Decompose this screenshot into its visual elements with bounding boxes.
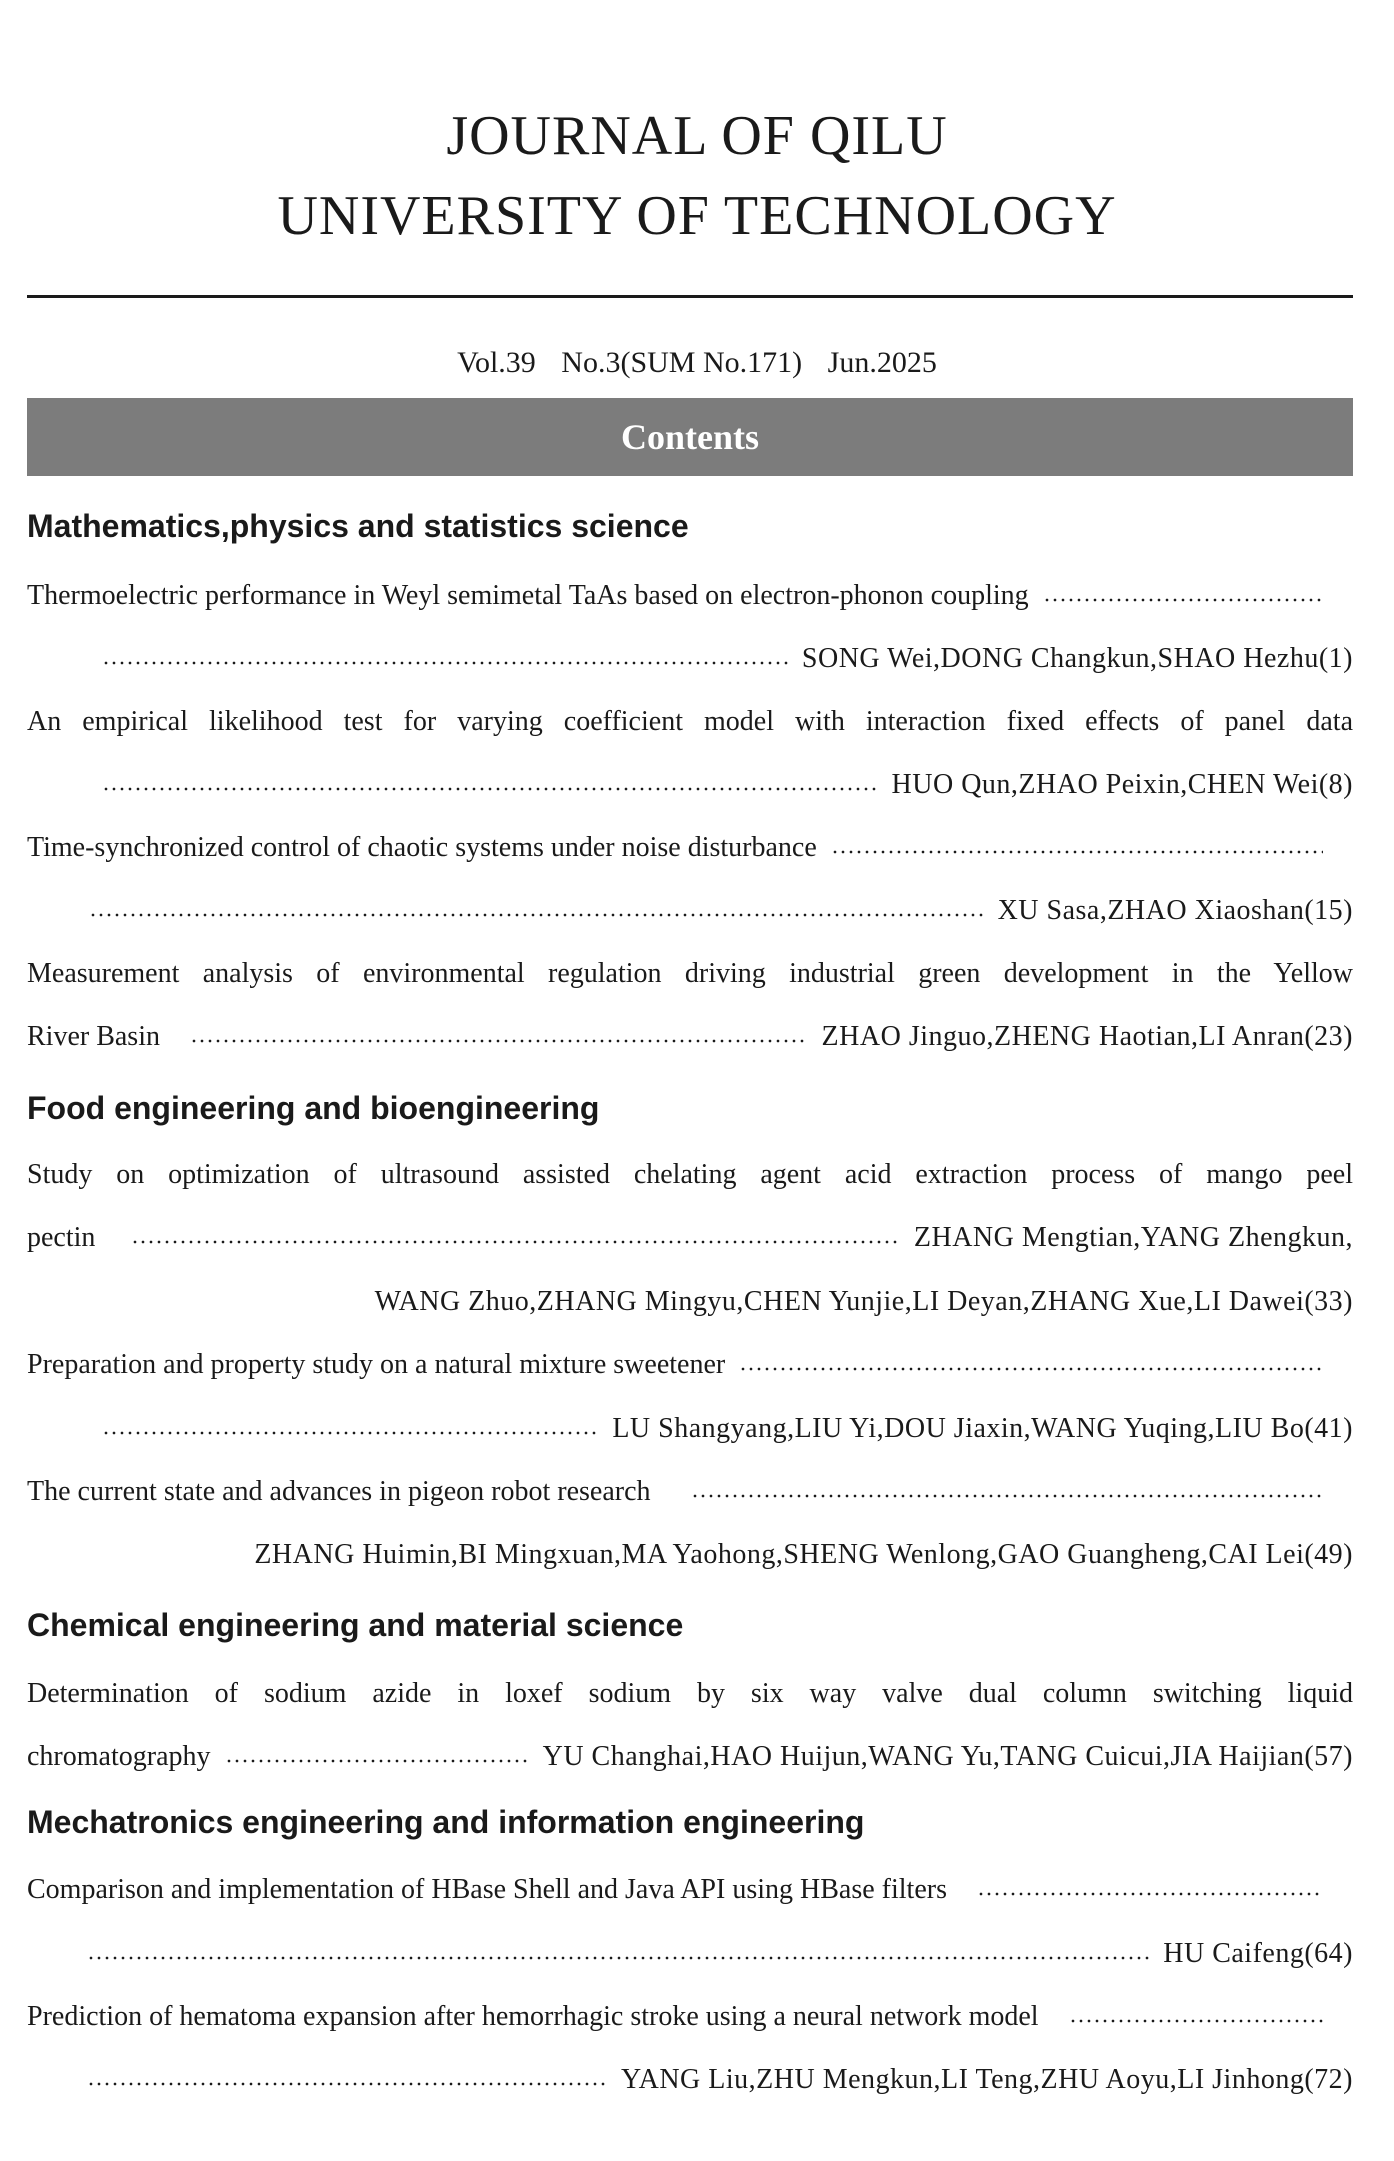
date-label: Jun.2025 [827, 346, 937, 379]
article-title-text: Comparison and implementation of HBase Shell and Java API using HBase filters [27, 1874, 947, 1905]
contents-banner [27, 398, 1353, 476]
section-heading: Mechatronics engineering and information engineering [27, 1804, 865, 1840]
author-list: HU Caifeng(64) [1163, 1938, 1353, 1969]
dot-leader [102, 661, 788, 665]
author-list: ZHANG Huimin,BI Mingxuan,MA Yaohong,SHENG Wenlong,GAO Guangheng,CAI Lei(49) [254, 1539, 1353, 1570]
article-title-text: Preparation and property study on a natural mixture sweetener [27, 1349, 726, 1380]
article-authors [27, 1737, 1353, 1777]
dot-leader [1043, 598, 1323, 602]
issue-info [0, 346, 1394, 380]
article-authors [27, 2060, 1353, 2100]
dot-leader [225, 1759, 529, 1763]
article-title[interactable] [27, 1345, 1353, 1385]
dot-leader [131, 1240, 899, 1244]
article-title-text: The current state and advances in pigeon robot research [27, 1476, 651, 1507]
article-authors [27, 1934, 1353, 1974]
journal-title-line1: JOURNAL OF QILU [446, 105, 948, 167]
dot-leader [977, 1892, 1323, 1896]
issue-label: No.3(SUM No.171) [561, 346, 803, 379]
dot-leader [87, 1956, 1149, 1960]
article-title-text: Prediction of hematoma expansion after hemorrhagic stroke using a neural network model [27, 2001, 1039, 2032]
header-divider [27, 295, 1353, 298]
author-list: SONG Wei,DONG Changkun,SHAO Hezhu(1) [801, 643, 1353, 674]
dot-leader [831, 850, 1323, 854]
author-list: LU Shangyang,LIU Yi,DOU Jiaxin,WANG Yuqing,LIU Bo(41) [612, 1413, 1353, 1444]
author-list: XU Sasa,ZHAO Xiaoshan(15) [997, 895, 1353, 926]
dot-leader [102, 1431, 598, 1435]
article-title[interactable] [27, 828, 1353, 868]
author-list: HUO Qun,ZHAO Peixin,CHEN Wei(8) [891, 769, 1353, 800]
author-list: ZHANG Mengtian,YANG Zhengkun, [913, 1222, 1353, 1253]
article-authors [27, 765, 1353, 805]
article-title[interactable]: An empirical likelihood test for varying coefficient model with interaction fixed effects of panel data [27, 706, 1353, 737]
dot-leader [739, 1367, 1323, 1371]
dot-leader [1069, 2019, 1323, 2023]
article-authors [27, 639, 1353, 679]
article-title[interactable] [27, 1870, 1353, 1910]
contents-heading: Contents [620, 417, 759, 457]
dot-leader [190, 1039, 808, 1043]
article-authors [27, 1017, 1353, 1057]
section-heading: Chemical engineering and material science [27, 1607, 684, 1643]
article-title-text: Thermoelectric performance in Weyl semimetal TaAs based on electron-phonon coupling [27, 580, 1029, 611]
article-title[interactable] [27, 576, 1353, 616]
section-heading: Mathematics,physics and statistics science [27, 508, 689, 544]
article-title-text: chromatography [27, 1741, 211, 1772]
article-title[interactable] [27, 1997, 1353, 2037]
article-title[interactable]: Determination of sodium azide in loxef sodium by six way valve dual column switching liquid [27, 1678, 1353, 1709]
author-list: YANG Liu,ZHU Mengkun,LI Teng,ZHU Aoyu,LI Jinhong(72) [620, 2064, 1353, 2095]
dot-leader [102, 787, 878, 791]
author-list: ZHAO Jinguo,ZHENG Haotian,LI Anran(23) [821, 1021, 1353, 1052]
article-authors [27, 1218, 1353, 1258]
author-list: WANG Zhuo,ZHANG Mingyu,CHEN Yunjie,LI Deyan,ZHANG Xue,LI Dawei(33) [374, 1286, 1353, 1317]
dot-leader [691, 1494, 1323, 1498]
article-authors [27, 1409, 1353, 1449]
article-authors [27, 891, 1353, 931]
article-authors [27, 1282, 1353, 1322]
section-heading: Food engineering and bioengineering [27, 1090, 600, 1126]
article-title-text: pectin [27, 1222, 96, 1253]
dot-leader [89, 913, 984, 917]
article-title[interactable]: Study on optimization of ultrasound assisted chelating agent acid extraction process of mango peel [27, 1159, 1353, 1190]
article-title[interactable]: Measurement analysis of environmental regulation driving industrial green development in the Yellow [27, 958, 1353, 989]
author-list: YU Changhai,HAO Huijun,WANG Yu,TANG Cuicui,JIA Haijian(57) [542, 1741, 1353, 1772]
journal-title-line2: UNIVERSITY OF TECHNOLOGY [277, 185, 1117, 247]
article-title-text: River Basin [27, 1021, 160, 1052]
volume-label: Vol.39 [457, 346, 536, 379]
article-authors [27, 1535, 1353, 1575]
article-title[interactable] [27, 1472, 1353, 1512]
article-title-text: Time-synchronized control of chaotic systems under noise disturbance [27, 832, 817, 863]
dot-leader [87, 2082, 607, 2086]
